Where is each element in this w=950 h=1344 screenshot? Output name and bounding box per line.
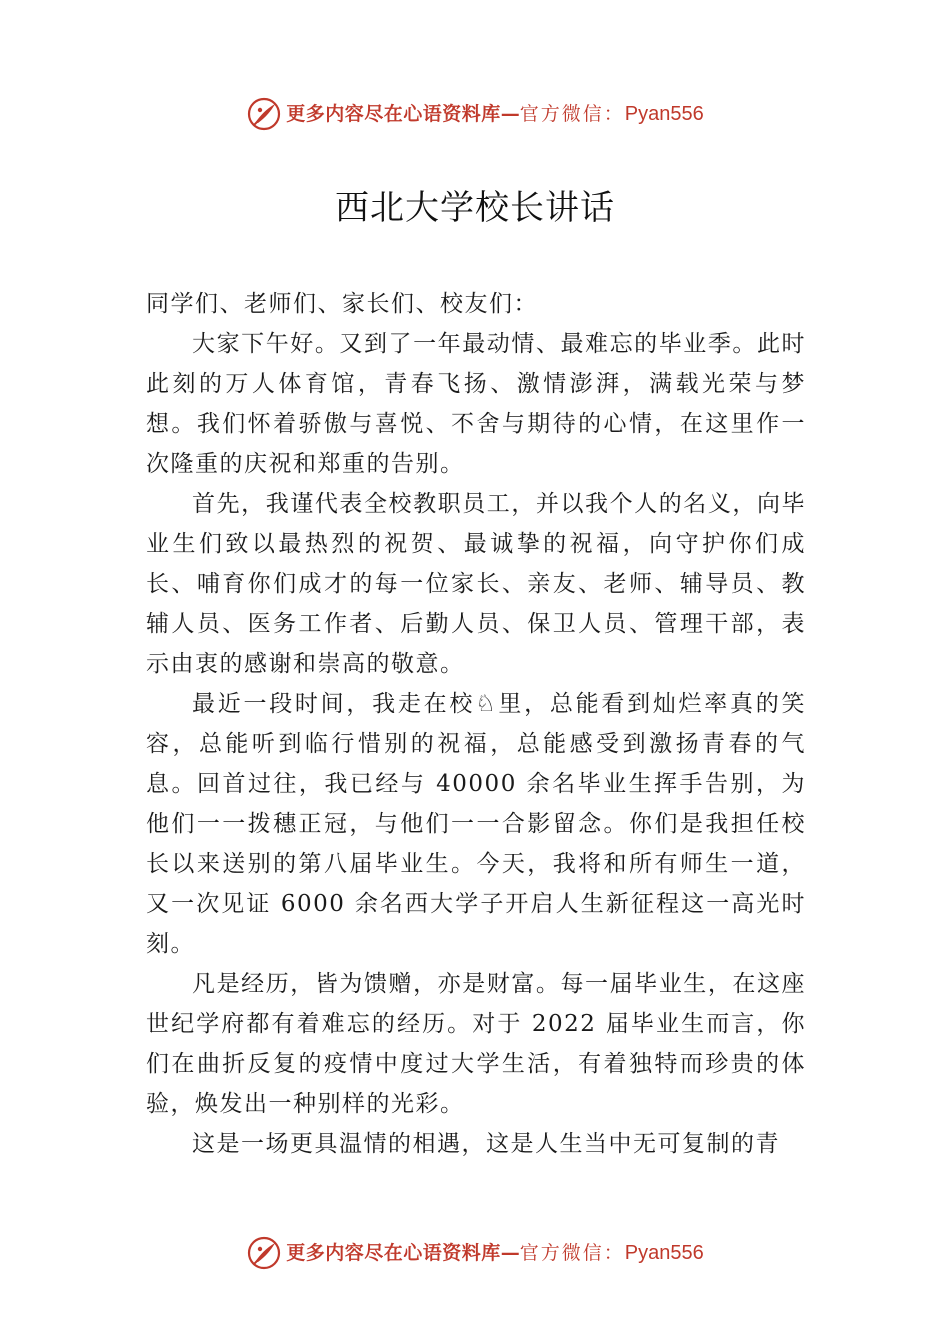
- footer-watermark-banner: [0, 1233, 950, 1273]
- watermark-text: [286, 104, 704, 124]
- paragraph: 凡是经历，皆为馈赠，亦是财富。每一届毕业生，在这座世纪学府都有着难忘的经历。对于 2022 届毕业生而言，你们在曲折反复的疫情中度过大学生活，有着独特而珍贵的体验，焕发出一种别样的光彩。: [146, 971, 806, 1117]
- watermark-wechat-id: Pyan556: [624, 1242, 704, 1264]
- watermark-text: [286, 1243, 704, 1263]
- paragraph: 这是一场更具温情的相遇，这是人生当中无可复制的青: [192, 1131, 780, 1157]
- watermark-separator: —: [500, 1242, 520, 1264]
- watermark-separator: —: [500, 103, 520, 125]
- quill-pen-logo-icon: [246, 1235, 282, 1271]
- paragraph: 最近一段时间，我走在校♘里，总能看到灿烂率真的笑容，总能听到临行惜别的祝福，总能感受到激扬青春的气息。回首过往，我已经与 40000 余名毕业生挥手告别，为他们一一拨穗正冠，与他们一一合影留念。你们是我担任校长以来送别的第八届毕业生。今天，我将和所有师生一道，又一次见证 6000 余名西大学子开启人生新征程这一高光时刻。: [146, 691, 806, 957]
- watermark-wechat-id: Pyan556: [624, 103, 704, 125]
- paragraph: 首先，我谨代表全校教职员工，并以我个人的名义，向毕业生们致以最热烈的祝贺、最诚挚的祝福，向守护你们成长、哺育你们成才的每一位家长、亲友、老师、辅导员、教辅人员、医务工作者、后勤人员、保卫人员、管理干部，表示由衷的感谢和崇高的敬意。: [146, 491, 806, 677]
- document-title: 西北大学校长讲话: [335, 188, 615, 228]
- watermark-brand: 更多内容尽在心语资料库: [286, 1242, 501, 1264]
- quill-pen-logo-icon: [246, 96, 282, 132]
- salutation: 同学们、老师们、家长们、校友们：: [146, 291, 538, 317]
- watermark-brand: 更多内容尽在心语资料库: [286, 103, 501, 125]
- watermark-contact-label: 官方微信：: [519, 1242, 625, 1264]
- document-body: [146, 284, 806, 1164]
- watermark-contact-label: 官方微信：: [519, 103, 625, 125]
- paragraph: 大家下午好。又到了一年最动情、最难忘的毕业季。此时此刻的万人体育馆，青春飞扬、激情澎湃，满载光荣与梦想。我们怀着骄傲与喜悦、不舍与期待的心情，在这里作一次隆重的庆祝和郑重的告别。: [146, 331, 806, 477]
- header-watermark-banner: [0, 94, 950, 134]
